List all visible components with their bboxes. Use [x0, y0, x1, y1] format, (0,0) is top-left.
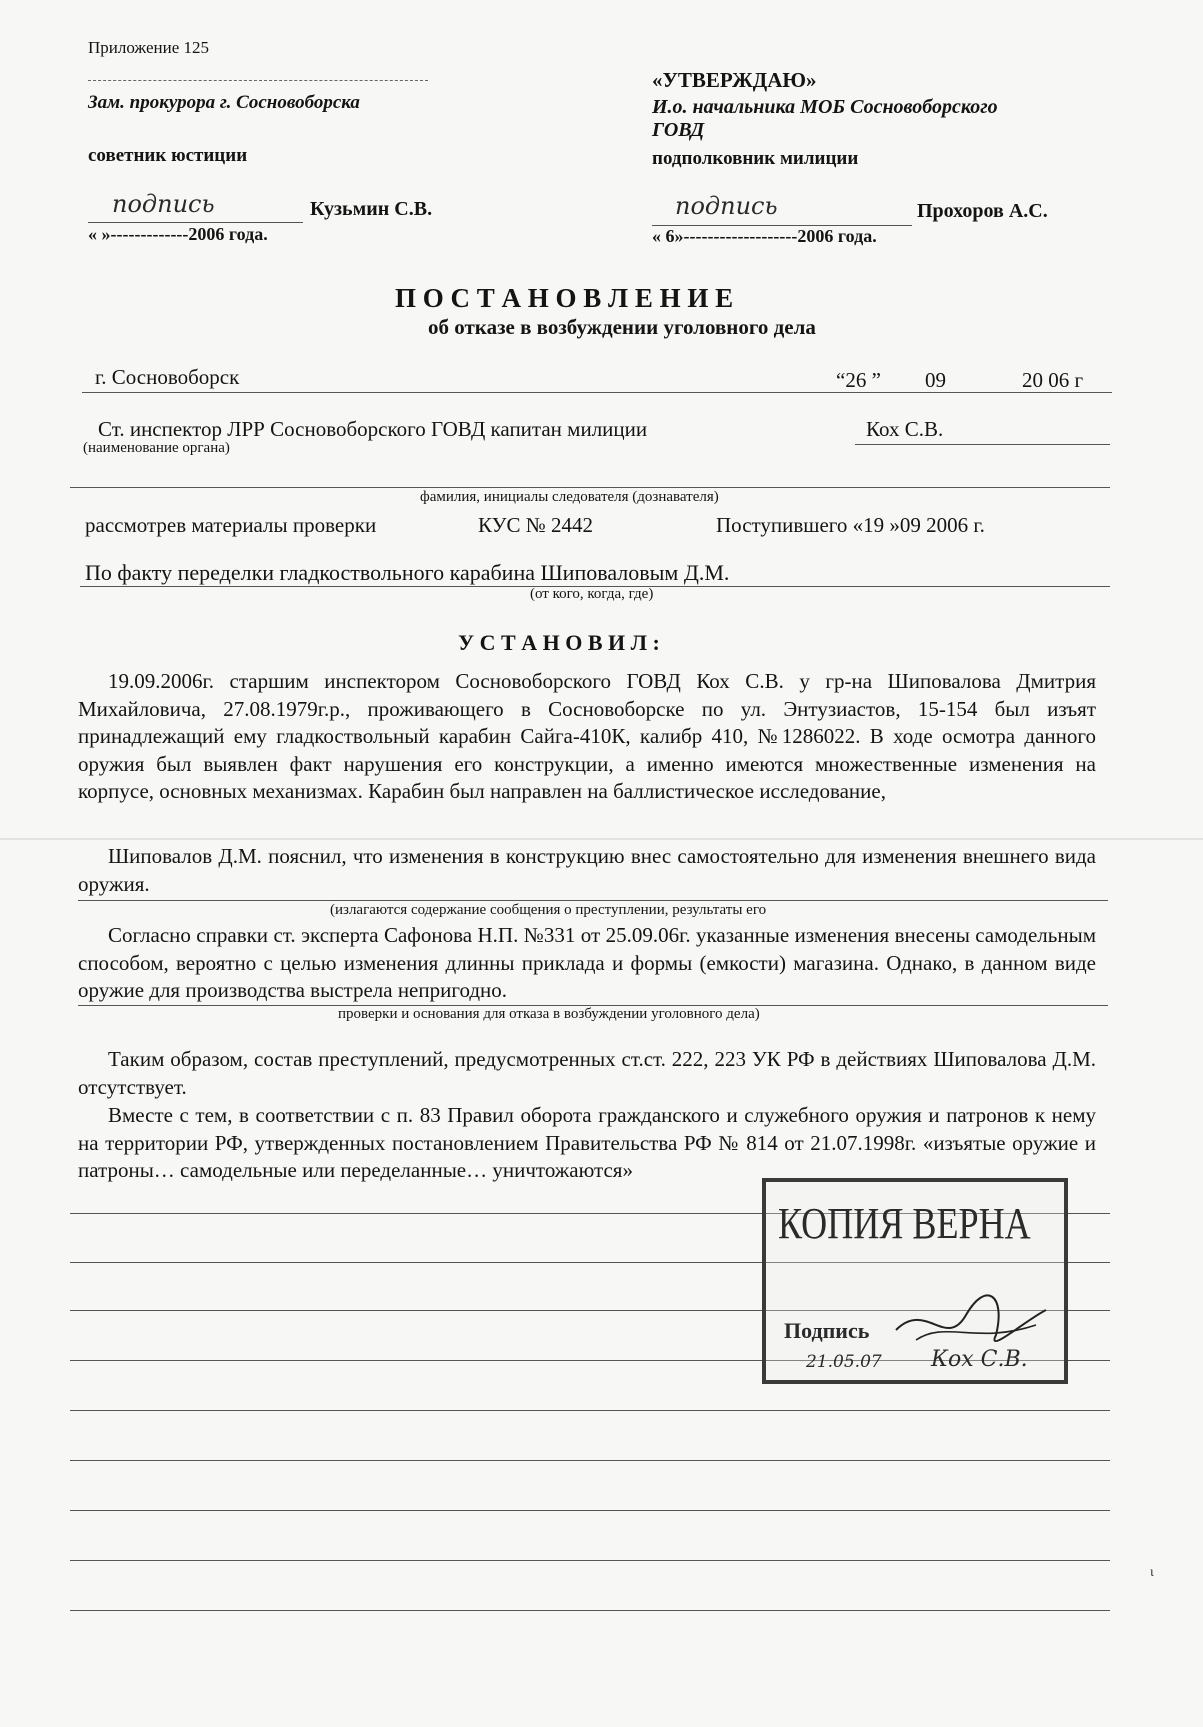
review-text: рассмотрев материалы проверки [85, 513, 377, 537]
kus-number: КУС № 2442 [478, 513, 593, 537]
caption-report: (излагаются содержание сообщения о преступлении, результаты его [330, 902, 767, 918]
prosecutor-signature: подпись [112, 190, 215, 218]
officer-name: Кох С.В. [866, 417, 944, 441]
date-day: “26 ” [836, 368, 881, 392]
caption-grounds: проверки и основания для отказа в возбуждении уголовного дела) [338, 1006, 760, 1022]
paper-fold [0, 838, 1203, 840]
approve-label: «УТВЕРЖДАЮ» [652, 68, 817, 92]
date-year: 20 06 г [1022, 368, 1084, 392]
ruled-line [70, 1610, 1110, 1611]
paragraph-1: 19.09.2006г. старшим инспектором Сосновоборского ГОВД Кох С.В. у гр-на Шиповалова Дмитрия Михайловича, 27.08.1979г.р., проживающего в Сосновоборске по ул. Энтузиастов, 15-154 был изъят принадлежащий ему гладкоствольный карабин Сайга-410К, калибр 410, №1286022. В ходе осмотра данного оружия был выявлен факт нарушения его конструкции, а именно имеются множественные изменения на корпусе, основных механизмах. Карабин был направлен на баллистическое исследование, [78, 669, 1096, 803]
paragraph-4: Таким образом, состав преступлений, предусмотренных ст.ст. 222, 223 УК РФ в действиях Шиповалова Д.М. отсутствует. [78, 1047, 1096, 1099]
stamp-date: 21.05.07 [806, 1352, 882, 1372]
chief-date: « 6»-------------------2006 года. [652, 226, 877, 246]
stamp-sign-label: Подпись [784, 1318, 870, 1343]
ruled-line [70, 1560, 1110, 1561]
margin-mark: ι [1150, 1565, 1154, 1580]
paragraph-3: Согласно справки ст. эксперта Сафонова Н.П. №331 от 25.09.06г. указанные изменения внесены самодельным способом, вероятно с целью изменения длинны приклада и формы (емкости) магазина. Однако, в данном виде оружие для производства выстрела непригодно. [78, 923, 1096, 1002]
underline [82, 392, 1112, 393]
city: г. Сосновоборск [95, 365, 240, 389]
caption-fact: (от кого, когда, где) [530, 586, 654, 602]
signature-line [88, 222, 303, 223]
prosecutor-rank: советник юстиции [88, 145, 248, 166]
ruled-line [70, 1460, 1110, 1461]
appendix-label: Приложение 125 [88, 38, 209, 57]
stamp-title: КОПИЯ ВЕРНА [778, 1199, 1031, 1248]
document-title: П О С Т А Н О В Л Е Н И Е [395, 283, 734, 313]
caption-organ: (наименование органа) [83, 440, 230, 456]
document-subtitle: об отказе в возбуждении уголовного дела [428, 315, 816, 339]
copy-verified-stamp [762, 1178, 1068, 1384]
underline [78, 900, 1108, 901]
underline [70, 487, 1110, 488]
chief-signature: подпись [675, 192, 778, 220]
prosecutor-name: Кузьмин С.В. [310, 198, 433, 220]
prosecutor-position: Зам. прокурора г. Сосновоборска [88, 92, 360, 113]
chief-position-2: ГОВД [652, 119, 705, 141]
paragraph-5: Вместе с тем, в соответствии с п. 83 Правил оборота гражданского и служебного оружия и патронов к нему на территории РФ, утвержденных постановлением Правительства РФ № 814 от 21.07.1998г. «изъятые оружие и патроны… самодельные или переделанные… уничтожаются» [78, 1103, 1096, 1182]
fact-text: По факту переделки гладкоствольного карабина Шиповаловым Д.М. [85, 560, 730, 585]
received-date: Поступившего «19 »09 2006 г. [716, 513, 985, 537]
chief-rank: подполковник милиции [652, 148, 859, 169]
date-month: 09 [925, 368, 946, 392]
chief-name: Прохоров А.С. [917, 200, 1048, 222]
ruled-line [70, 1510, 1110, 1511]
stamp-name: Кох С.В. [931, 1347, 1028, 1372]
chief-position-1: И.о. начальника МОБ Сосновоборского [652, 96, 998, 118]
paragraph-2: Шиповалов Д.М. пояснил, что изменения в конструкцию внес самостоятельно для изменения внешнего вида оружия. [78, 844, 1096, 896]
underline [855, 444, 1110, 445]
ruled-line [70, 1410, 1110, 1411]
prosecutor-date: « »-------------2006 года. [88, 224, 268, 244]
caption-investigator: фамилия, инициалы следователя (дознавателя) [420, 489, 719, 505]
officer-text: Ст. инспектор ЛРР Сосновоборского ГОВД капитан милиции [98, 417, 648, 441]
established-title: У С Т А Н О В И Л : [458, 630, 660, 655]
underline [88, 80, 428, 81]
